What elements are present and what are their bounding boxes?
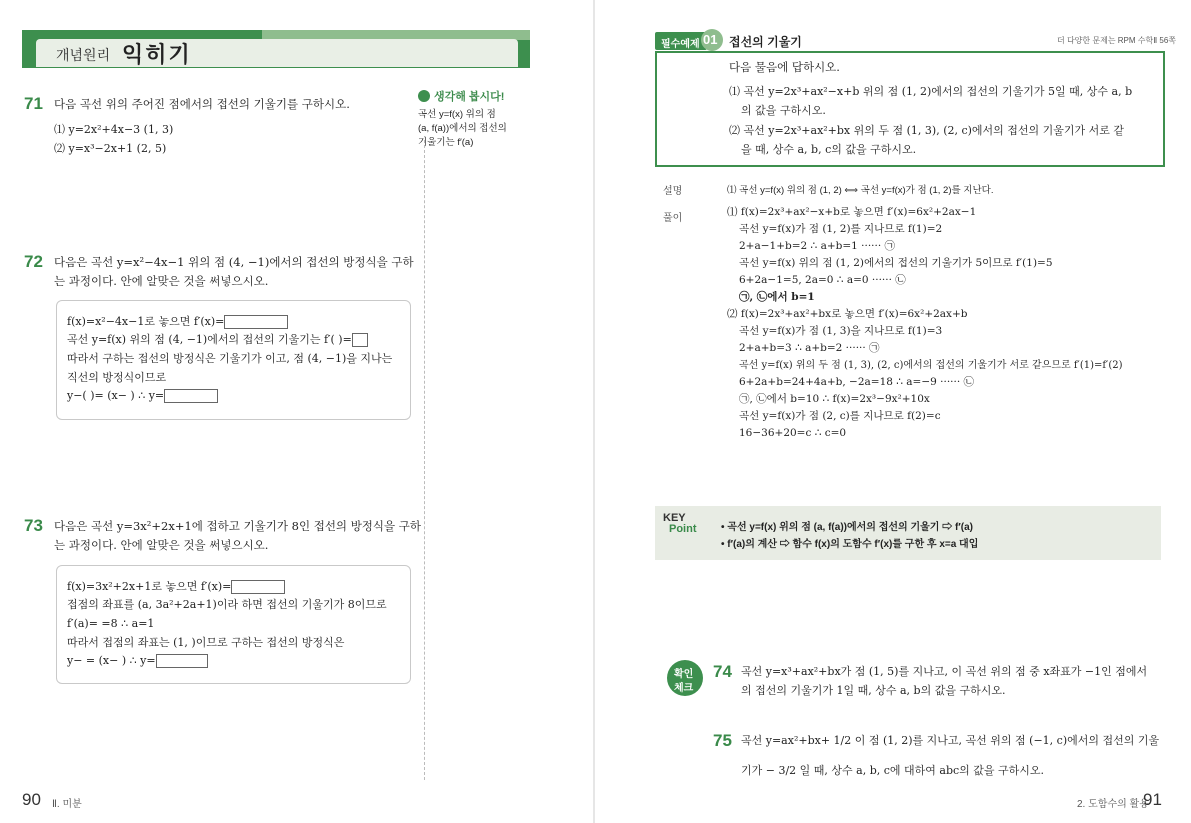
problem-number-71: 71 xyxy=(24,94,43,113)
hint-box xyxy=(418,88,548,150)
solution-line: 곡선 y=f(x)가 점 (1, 2)를 지나므로 f(1)=2 xyxy=(739,223,943,235)
problem-73-text-2: 는 과정이다. 안에 알맞은 것을 써넣으시오. xyxy=(54,538,269,552)
solution-line: ㉠, ㉡에서 b=10 ∴ f(x)=2x³−9x²+10x xyxy=(739,393,930,405)
example-line-2: ⑴ 곡선 y=2x³+ax²−x+b 위의 점 (1, 2)에서의 접선의 기울기가 5일 때, 상수 a, b xyxy=(729,85,1133,98)
example-line-4: ⑵ 곡선 y=2x³+ax²+bx 위의 두 점 (1, 3), (2, c)에서의 접선의 기울기가 서로 같 xyxy=(729,124,1125,137)
p73-blank-answer[interactable] xyxy=(156,654,208,668)
solution-line: ⑵ f(x)=2x³+ax²+bx로 놓으면 f′(x)=6x²+2ax+b xyxy=(727,308,968,320)
problem-74-line-1: 곡선 y=x³+ax²+bx가 점 (1, 5)를 지나고, 이 곡선 위의 점 중 x좌표가 −1인 점에서 xyxy=(741,665,1148,678)
solution-line: 2+a−1+b=2 ∴ a+b=1 ······ ㉠ xyxy=(739,240,896,252)
hint-line-2: (a, f(a))에서의 접선의 xyxy=(418,123,507,134)
left-page xyxy=(0,0,595,823)
solution-line: 6+2a+b=24+4a+b, −2a=18 ∴ a=−9 ······ ㉡ xyxy=(739,376,975,388)
problem-71-text: 다음 곡선 위의 주어진 점에서의 접선의 기울기를 구하시오. xyxy=(54,97,350,111)
header-label-small: 개념원리 xyxy=(56,47,111,63)
left-page-number: 90 xyxy=(22,790,41,809)
problem-71-item-2: ⑵ y=x³−2x+1 (2, 5) xyxy=(54,142,167,155)
p72-line-1: f(x)=x²−4x−1로 놓으면 f′(x)= xyxy=(67,313,288,332)
right-footer-section: 2. 도함수의 활용 xyxy=(1077,799,1149,810)
left-footer-section: Ⅱ. 미분 xyxy=(52,799,82,810)
p73-line-3: f′(a)= =8 ∴ a=1 xyxy=(67,617,155,630)
header-label-big: 익히기 xyxy=(122,42,192,67)
hint-line-1: 곡선 y=f(x) 위의 점 xyxy=(418,109,496,120)
p73-line-5: y− = (x− ) ∴ y= xyxy=(67,652,208,671)
hint-title: 생각해 봅시다! xyxy=(434,91,505,103)
p72-blank-1[interactable] xyxy=(224,315,288,329)
example-tag: 필수예제 xyxy=(655,32,707,50)
example-box xyxy=(655,51,1165,167)
key-line-2: • f′(a)의 계산 ⇨ 함수 f(x)의 도함수 f′(x)를 구한 후 x=a 대입 xyxy=(721,539,979,550)
p73-line-1: f(x)=3x²+2x+1로 놓으면 f′(x)= xyxy=(67,578,285,597)
section-header xyxy=(22,30,530,68)
right-page-number: 91 xyxy=(1143,790,1162,809)
solution-line: 6+2a−1=5, 2a=0 ∴ a=0 ······ ㉡ xyxy=(739,274,906,286)
problem-72-text-2: 는 과정이다. 안에 알맞은 것을 써넣으시오. xyxy=(54,274,269,288)
p73-blank-1[interactable] xyxy=(231,580,285,594)
solution-line: 2+a+b=3 ∴ a+b=2 ······ ㉠ xyxy=(739,342,880,354)
problem-71-item-1: ⑴ y=2x²+4x−3 (1, 3) xyxy=(54,123,174,136)
example-title: 접선의 기울기 xyxy=(729,35,802,49)
example-reference: 더 다양한 문제는 RPM 수학Ⅱ 56쪽 xyxy=(1057,36,1177,45)
problem-75-line-1: 곡선 y=ax²+bx+ 1/2 이 점 (1, 2)를 지나고, 곡선 위의 점 (−1, c)에서의 접선의 기울 xyxy=(741,734,1160,747)
example-line-3: 의 값을 구하시오. xyxy=(741,104,826,117)
problem-number-74: 74 xyxy=(713,662,732,681)
check-badge: 확인 체크 xyxy=(667,660,703,696)
explain-label: 설명 xyxy=(663,186,683,197)
solution-line: 16−36+20=c ∴ c=0 xyxy=(739,427,847,439)
problem-75-line-2: 기가 − 3/2 일 때, 상수 a, b, c에 대하여 abc의 값을 구하시오. xyxy=(741,764,1045,777)
solution-line: 곡선 y=f(x) 위의 두 점 (1, 3), (2, c)에서의 접선의 기울기가 서로 같으므로 f′(1)=f′(2) xyxy=(739,360,1123,371)
solution-line: ⑴ f(x)=2x³+ax²−x+b로 놓으면 f′(x)=6x²+2ax−1 xyxy=(727,206,977,218)
example-line-5: 을 때, 상수 a, b, c의 값을 구하시오. xyxy=(741,143,917,156)
problem-73-work-box xyxy=(56,565,411,684)
problem-number-73: 73 xyxy=(24,516,43,535)
point-label: Point xyxy=(669,523,697,535)
explain-text: ⑴ 곡선 y=f(x) 위의 점 (1, 2) ⟺ 곡선 y=f(x)가 점 (1, 2)를 지난다. xyxy=(727,185,994,196)
p72-line-4: 직선의 방정식이므로 xyxy=(67,371,167,384)
problem-72-text-1: 다음은 곡선 y=x²−4x−1 위의 점 (4, −1)에서의 접선의 방정식을 구하 xyxy=(54,255,414,269)
problem-74-line-2: 의 접선의 기울기가 1일 때, 상수 a, b의 값을 구하시오. xyxy=(741,684,1006,697)
solution-line: 곡선 y=f(x)가 점 (2, c)를 지나므로 f(2)=c xyxy=(739,410,941,422)
key-label: KEY xyxy=(663,512,686,524)
problem-73-text-1: 다음은 곡선 y=3x²+2x+1에 접하고 기울기가 8인 접선의 방정식을 구하 xyxy=(54,519,422,533)
p72-line-5: y−( )= (x− ) ∴ y= xyxy=(67,387,218,406)
problem-72-work-box xyxy=(56,300,411,420)
solution-line: 곡선 y=f(x) 위의 점 (1, 2)에서의 접선의 기울기가 5이므로 f′(1)=5 xyxy=(739,257,1053,269)
right-page xyxy=(597,0,1191,823)
solution-line: 곡선 y=f(x)가 점 (1, 3)을 지나므로 f(1)=3 xyxy=(739,325,943,337)
problem-number-72: 72 xyxy=(24,252,43,271)
solution-block xyxy=(727,204,1167,442)
p73-line-2: 접점의 좌표를 (a, 3a²+2a+1)이라 하면 접선의 기울기가 8이므로 xyxy=(67,598,387,611)
key-line-1: • 곡선 y=f(x) 위의 점 (a, f(a))에서의 접선의 기울기 ⇨ f′(a) xyxy=(721,522,973,533)
margin-divider xyxy=(424,140,425,780)
p73-line-4: 따라서 접점의 좌표는 (1, )이므로 구하는 접선의 방정식은 xyxy=(67,636,345,649)
key-point-box xyxy=(655,506,1161,560)
hint-line-3: 기울기는 f′(a) xyxy=(418,137,474,148)
example-line-1: 다음 물음에 답하시오. xyxy=(729,60,840,74)
p72-line-2: 곡선 y=f(x) 위의 점 (4, −1)에서의 접선의 기울기는 f′( )= xyxy=(67,331,368,350)
hint-lightbulb-icon xyxy=(418,90,430,102)
problem-number-75: 75 xyxy=(713,731,732,750)
p72-blank-answer[interactable] xyxy=(164,389,218,403)
solution-line: ㉠, ㉡에서 b=1 xyxy=(739,291,815,303)
p72-blank-2[interactable] xyxy=(352,333,368,347)
solution-label: 풀이 xyxy=(663,213,683,224)
example-number-badge: 01 xyxy=(701,29,723,51)
p72-line-3: 따라서 구하는 접선의 방정식은 기울기가 이고, 점 (4, −1)을 지나는 xyxy=(67,352,393,365)
page-gutter xyxy=(593,0,595,823)
